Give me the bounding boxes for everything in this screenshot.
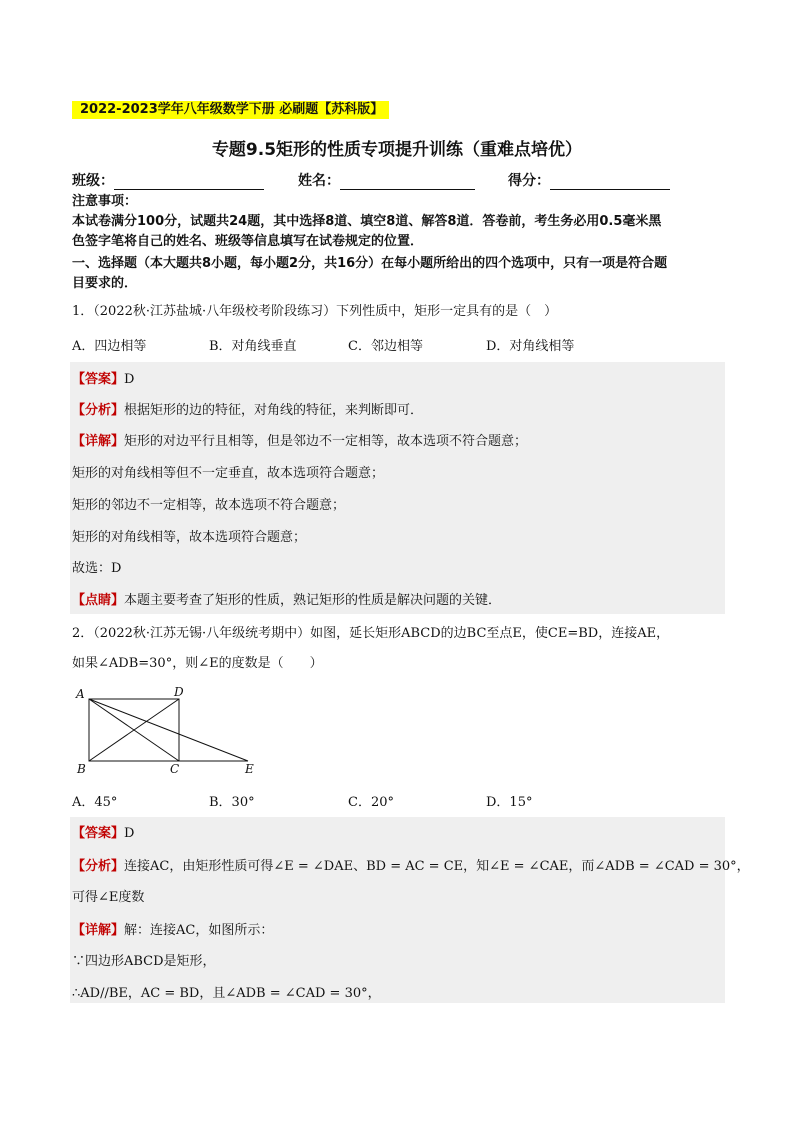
answer-tag: 【答案】 [72, 372, 125, 387]
analysis-tag: 【分析】 [72, 859, 125, 874]
q2-analysis-1-text: 连接AC，由矩形性质可得∠E = ∠DAE、BD = AC = CE，知∠E = ∠CAE，而∠ADB = ∠CAD = 30°， [124, 859, 750, 874]
q2-option-b[interactable]: B．30° [209, 795, 255, 810]
notice-heading: 注意事项： [72, 194, 138, 209]
detail-tag: 【详解】 [72, 434, 125, 449]
q2-option-c[interactable]: C．20° [348, 795, 394, 810]
q2-detail-1 [72, 919, 273, 938]
section1-line-1: 一、选择题（本大题共8小题，每小题2分，共16分）在每小题所给出的四个选项中，只有一项是符合题 [72, 256, 668, 271]
q1-option-d[interactable]: D．对角线相等 [486, 339, 575, 354]
q1-detail-4: 矩形的对角线相等，故本选项符合题意； [72, 530, 307, 545]
class-label: 班级： [72, 173, 114, 189]
name-field [298, 170, 475, 190]
name-label: 姓名： [298, 173, 340, 189]
q1-option-b[interactable]: B．对角线垂直 [209, 339, 297, 354]
q1-detail-1-text: 矩形的对边平行且相等，但是邻边不一定相等，故本选项不符合题意； [124, 434, 528, 449]
score-blank[interactable] [550, 173, 670, 190]
q2-stem-2: 如果∠ADB=30°，则∠E的度数是（ ） [72, 656, 323, 671]
page-title: 专题9.5矩形的性质专项提升训练（重难点培优） [211, 140, 583, 160]
section1-line-2: 目要求的． [72, 276, 138, 291]
q2-figure [70, 682, 270, 777]
q1-analysis [72, 399, 423, 418]
q1-option-a[interactable]: A．四边相等 [72, 339, 147, 354]
q1-detail-1 [72, 430, 527, 449]
q2-detail-2: ∵四边形ABCD是矩形， [72, 954, 216, 969]
q2-analysis-2: 可得∠E度数 [72, 890, 145, 905]
label-e: E [245, 762, 254, 776]
q2-solution-block [70, 817, 725, 1003]
info-row [72, 170, 732, 192]
q1-option-c[interactable]: C．邻边相等 [348, 339, 423, 354]
notice-line-2: 色签字笔将自己的姓名、班级等信息填写在试卷规定的位置． [72, 234, 424, 249]
q2-option-d[interactable]: D．15° [486, 795, 533, 810]
q1-detail-3: 矩形的邻边不一定相等，故本选项不符合题意； [72, 498, 346, 513]
score-label: 得分： [508, 173, 550, 189]
analysis-tag: 【分析】 [72, 403, 125, 418]
comment-tag: 【点睛】 [72, 593, 125, 608]
q1-analysis-text: 根据矩形的边的特征，对角线的特征，来判断即可． [124, 403, 424, 418]
class-field [72, 170, 264, 190]
q1-detail-2: 矩形的对角线相等但不一定垂直，故本选项符合题意； [72, 466, 385, 481]
q2-analysis-1 [72, 855, 750, 874]
q2-option-a[interactable]: A．45° [72, 795, 118, 810]
q1-answer [72, 368, 134, 387]
q1-choice: 故选：D [72, 561, 122, 576]
q1-stem: 1．（2022秋·江苏盐城·八年级校考阶段练习）下列性质中，矩形一定具有的是（ ） [72, 304, 558, 319]
score-field [508, 170, 670, 190]
header-tag: 2022-2023学年八年级数学下册 必刷题【苏科版】 [72, 101, 389, 119]
notice-line-1: 本试卷满分100分，试题共24题，其中选择8道、填空8道、解答8道．答卷前，考生务必用0.5毫米黑 [72, 214, 662, 229]
q2-stem-1: 2．（2022秋·江苏无锡·八年级统考期中）如图，延长矩形ABCD的边BC至点E，使CE=BD，连接AE， [72, 626, 670, 641]
name-blank[interactable] [340, 173, 475, 190]
q2-detail-3: ∴AD//BE，AC = BD，且∠ADB = ∠CAD = 30°， [72, 986, 381, 1001]
q1-comment-text: 本题主要考查了矩形的性质，熟记矩形的性质是解决问题的关键． [124, 593, 502, 608]
label-a: A [76, 687, 85, 701]
label-b: B [77, 762, 86, 776]
q2-answer-value: D [124, 826, 135, 841]
q2-detail-1-text: 解：连接AC，如图所示： [124, 923, 274, 938]
q2-answer [72, 822, 134, 841]
q1-comment [72, 589, 501, 608]
label-c: C [170, 762, 180, 776]
answer-tag: 【答案】 [72, 826, 125, 841]
segment-ae [89, 699, 248, 761]
q1-answer-value: D [124, 372, 135, 387]
detail-tag: 【详解】 [72, 923, 125, 938]
label-d: D [174, 685, 184, 699]
class-blank[interactable] [114, 173, 264, 190]
